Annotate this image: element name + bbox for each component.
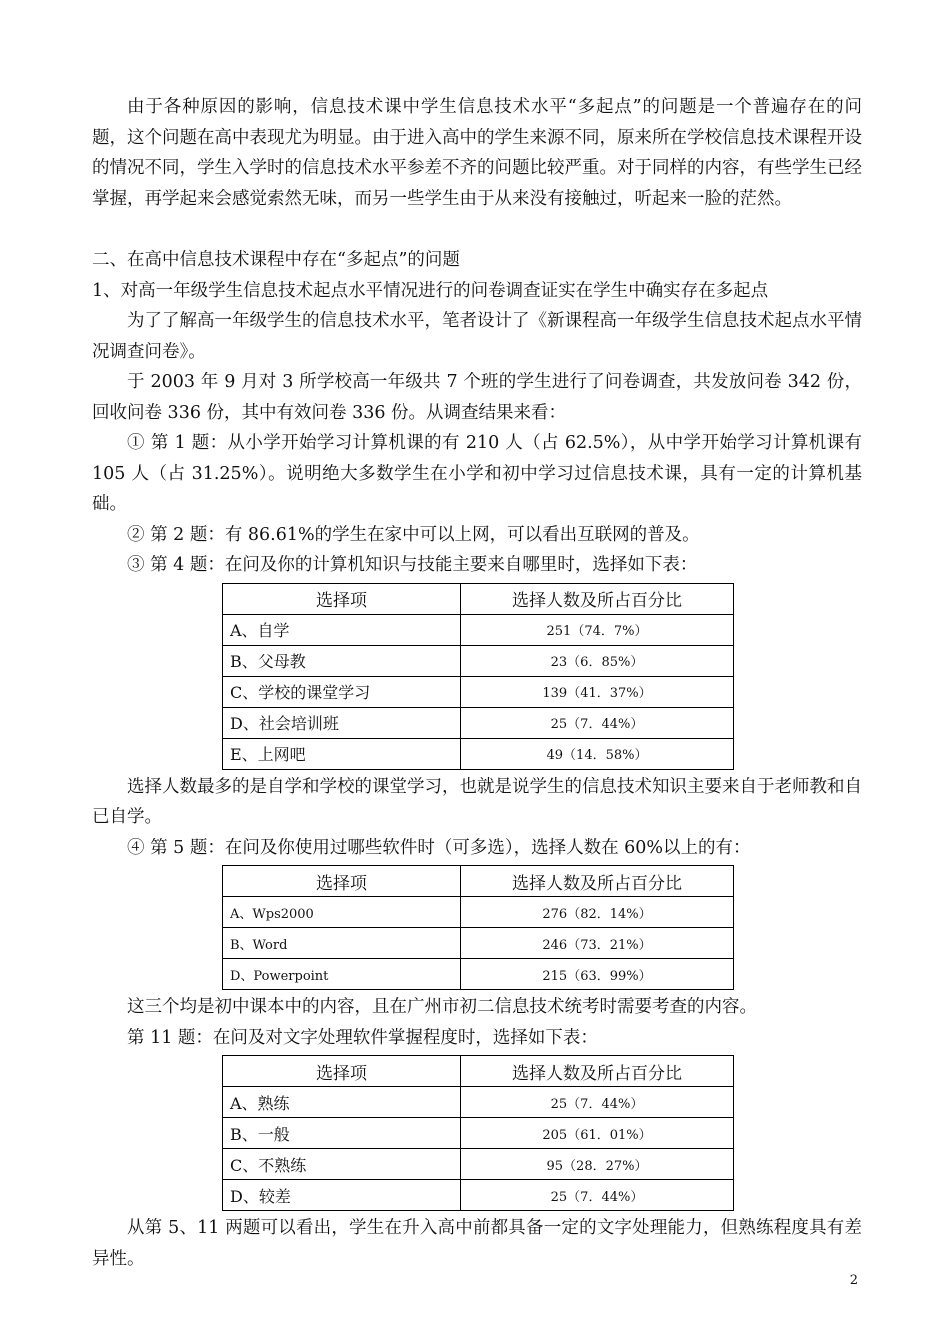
table-row bbox=[223, 614, 734, 645]
value-cell: 205（61．01%） bbox=[461, 1118, 734, 1149]
table-header-row bbox=[223, 866, 734, 897]
value-cell: 215（63．99%） bbox=[461, 959, 734, 990]
survey-paragraph: 为了了解高一年级学生的信息技术水平，笔者设计了《新课程高一年级学生信息技术起点水平情况调查问卷》。 bbox=[92, 311, 862, 362]
value-cell: 276（82．14%） bbox=[461, 897, 734, 928]
table-row bbox=[223, 1118, 734, 1149]
value-cell: 25（7．44%） bbox=[461, 1087, 734, 1118]
table-row bbox=[223, 676, 734, 707]
value-cell: 251（74．7%） bbox=[461, 614, 734, 645]
table-row bbox=[223, 1087, 734, 1118]
value-cell: 23（6．85%） bbox=[461, 645, 734, 676]
question-5-paragraph: ④ 第 5 题：在问及你使用过哪些软件时（可多选），选择人数在 60%以上的有： bbox=[127, 837, 751, 858]
option-cell: A、Wps2000 bbox=[223, 897, 461, 928]
subsection-heading: 1、对高一年级学生信息技术起点水平情况进行的问卷调查证实在学生中确实存在多起点 bbox=[92, 280, 769, 301]
option-cell: C、不熟练 bbox=[223, 1149, 461, 1180]
section-heading: 二、在高中信息技术课程中存在“多起点”的问题 bbox=[92, 250, 460, 270]
option-cell: B、一般 bbox=[223, 1118, 461, 1149]
value-cell: 95（28．27%） bbox=[461, 1149, 734, 1180]
question-11-paragraph: 第 11 题：在问及对文字处理软件掌握程度时，选择如下表： bbox=[127, 1027, 598, 1048]
table-software-used bbox=[222, 865, 734, 990]
table-header-row bbox=[223, 1056, 734, 1087]
table-header-cell: 选择项 bbox=[223, 583, 461, 614]
option-cell: D、较差 bbox=[223, 1180, 461, 1211]
table-header-cell: 选择项 bbox=[223, 1056, 461, 1087]
option-cell: A、自学 bbox=[223, 614, 461, 645]
option-cell: D、Powerpoint bbox=[223, 959, 461, 990]
table-knowledge-source bbox=[222, 583, 734, 770]
table-header-cell: 选择项 bbox=[223, 866, 461, 897]
option-cell: B、父母教 bbox=[223, 645, 461, 676]
table-row bbox=[223, 1180, 734, 1211]
table-row bbox=[223, 707, 734, 738]
table-header-cell: 选择人数及所占百分比 bbox=[461, 1056, 734, 1087]
table-header-row bbox=[223, 583, 734, 614]
page-number: 2 bbox=[849, 1273, 858, 1288]
table-row bbox=[223, 897, 734, 928]
table-row bbox=[223, 738, 734, 769]
option-cell: D、社会培训班 bbox=[223, 707, 461, 738]
table-row bbox=[223, 928, 734, 959]
option-cell: B、Word bbox=[223, 928, 461, 959]
table-header-cell: 选择人数及所占百分比 bbox=[461, 866, 734, 897]
option-cell: E、上网吧 bbox=[223, 738, 461, 769]
document-page bbox=[92, 92, 862, 1274]
question-4-paragraph: ③ 第 4 题：在问及你的计算机知识与技能主要来自哪里时，选择如下表： bbox=[127, 555, 698, 575]
option-cell: A、熟练 bbox=[223, 1087, 461, 1118]
intro-paragraph: 由于各种原因的影响，信息技术课中学生信息技术水平“多起点”的问题是一个普遍存在的问题，这个问题在高中表现尤为明显。由于进入高中的学生来源不同，原来所在学校信息技术课程开设的情况不同，学生入学时的信息技术水平参差不齐的问题比较严重。对于同样的内容，有些学生已经掌握，再学起来会感觉索然无味，而另一些学生由于从来没有接触过，听起来一脸的茫然。 bbox=[92, 97, 862, 209]
question-2-paragraph: ② 第 2 题：有 86.61%的学生在家中可以上网，可以看出互联网的普及。 bbox=[127, 524, 700, 545]
option-cell: C、学校的课堂学习 bbox=[223, 676, 461, 707]
table-header-cell: 选择人数及所占百分比 bbox=[461, 583, 734, 614]
value-cell: 49（14．58%） bbox=[461, 738, 734, 769]
value-cell: 246（73．21%） bbox=[461, 928, 734, 959]
table1-summary-paragraph: 选择人数最多的是自学和学校的课堂学习，也就是说学生的信息技术知识主要来自于老师教和自已自学。 bbox=[92, 776, 862, 827]
table-row bbox=[223, 645, 734, 676]
table2-summary-paragraph: 这三个均是初中课本中的内容，且在广州市初二信息技术统考时需要考查的内容。 bbox=[127, 997, 757, 1017]
table-row bbox=[223, 959, 734, 990]
conclusion-paragraph: 从第 5、11 两题可以看出，学生在升入高中前都具备一定的文字处理能力，但熟练程度具有差异性。 bbox=[92, 1218, 862, 1269]
question-1-paragraph: ① 第 1 题：从小学开始学习计算机课的有 210 人（占 62.5%），从中学开始学习计算机课有 105 人（占 31.25%）。说明绝大多数学生在小学和初中学习过信息技术课，具有一定的计算机基础。 bbox=[92, 433, 862, 514]
value-cell: 139（41．37%） bbox=[461, 676, 734, 707]
table-word-processing-skill bbox=[222, 1055, 734, 1211]
method-paragraph: 于 2003 年 9 月对 3 所学校高一年级共 7 个班的学生进行了问卷调查，共发放问卷 342 份，回收问卷 336 份，其中有效问卷 336 份。从调查结果来看： bbox=[92, 372, 862, 423]
table-row bbox=[223, 1149, 734, 1180]
value-cell: 25（7．44%） bbox=[461, 1180, 734, 1211]
value-cell: 25（7．44%） bbox=[461, 707, 734, 738]
